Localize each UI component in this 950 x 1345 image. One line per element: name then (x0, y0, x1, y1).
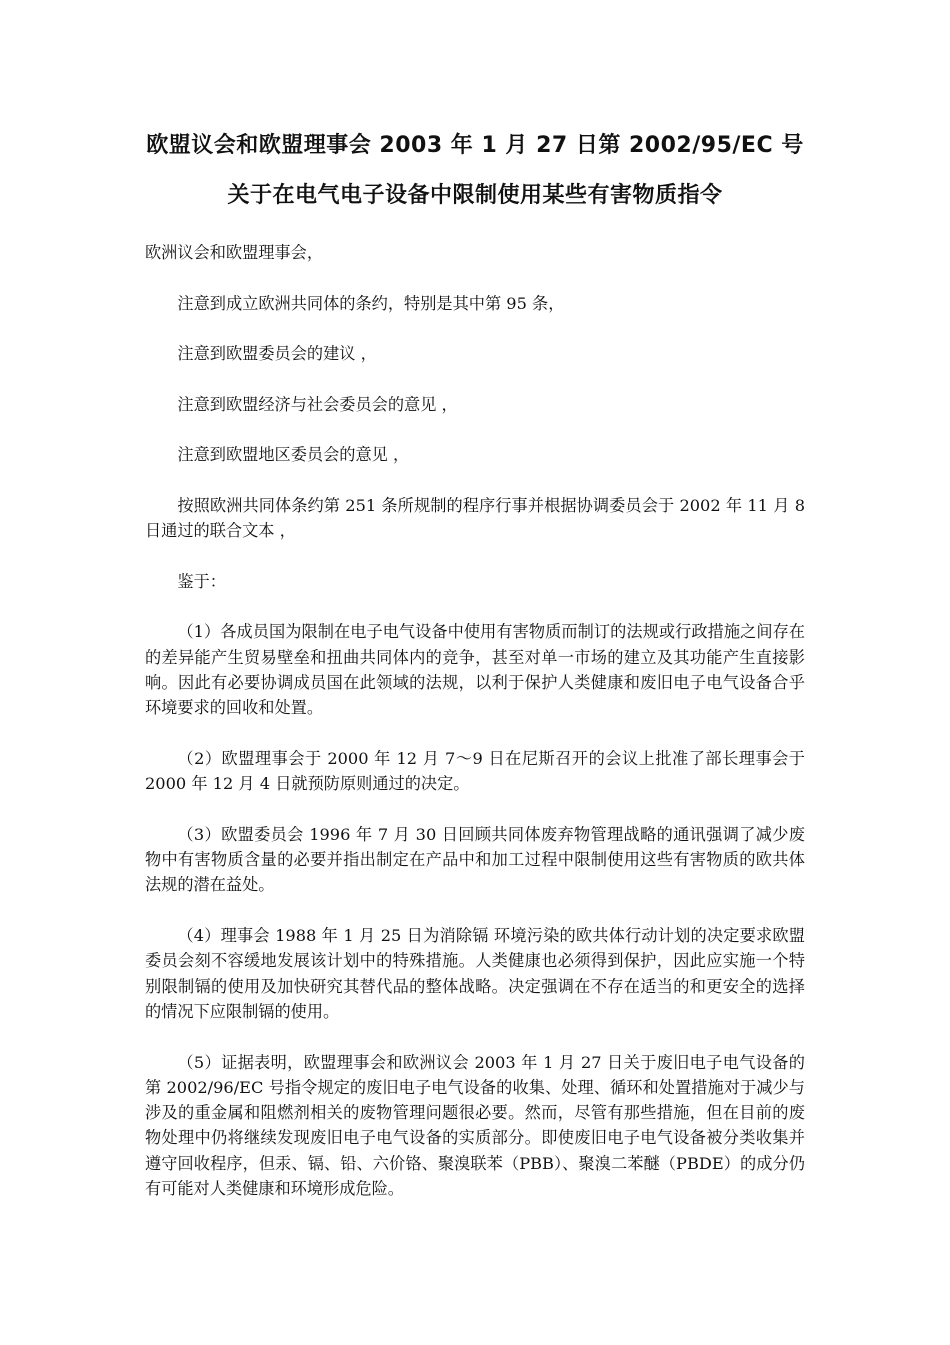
opening-line: 欧洲议会和欧盟理事会， (145, 243, 324, 262)
recital-3: （3）欧盟委员会 1996 年 7 月 30 日回顾共同体废弃物管理战略的通讯强调了减少废物中有害物质含量的必要并指出制定在产品中和加工过程中限制使用这些有害物质的欧共体法规的潜在益处。 (145, 824, 805, 895)
recital-1: （1）各成员国为限制在电子电气设备中使用有害物质而制订的法规或行政措施之间存在的差异能产生贸易壁垒和扭曲共同体内的竞争，甚至对单一市场的建立及其功能产生直接影响。因此有必要协调成员国在此领域的法规，以利于保护人类健康和废旧电子电气设备合乎环境要求的回收和处置。 (145, 622, 805, 718)
paragraph-treaty: 注意到成立欧洲共同体的条约，特别是其中第 95 条， (177, 293, 565, 313)
paragraph-esc-opinion: 注意到欧盟经济与社会委员会的意见 ， (177, 394, 458, 414)
paragraph-whereas: 鉴于： (177, 571, 226, 591)
document-title-line-2: 关于在电气电子设备中限制使用某些有害物质指令 (227, 183, 723, 208)
paragraph-regions-opinion: 注意到欧盟地区委员会的意见 ， (177, 445, 410, 465)
document-body (145, 240, 805, 1227)
recital-4: （4）理事会 1988 年 1 月 25 日为消除镉 环境污染的欧共体行动计划的决定要求欧盟委员会刻不容缓地发展该计划中的特殊措施。人类健康也必须得到保护，因此应实施一个特别限制镉的使用及加快研究其替代品的整体战略。决定强调在不存在适当的和更安全的选择的情况下应限制镉的使用。 (145, 926, 805, 1021)
paragraph-commission-proposal: 注意到欧盟委员会的建议 ， (177, 344, 377, 364)
recital-2: （2）欧盟理事会于 2000 年 12 月 7～9 日在尼斯召开的会议上批准了部长理事会于 2000 年 12 月 4 日就预防原则通过的决定。 (145, 748, 805, 794)
document-title-line-1: 欧盟议会和欧盟理事会 2003 年 1 月 27 日第 2002/95/EC 号 (146, 133, 804, 158)
paragraph-procedure: 按照欧洲共同体条约第 251 条所规制的程序行事并根据协调委员会于 2002 年 11 月 8 日通过的联合文本 ， (145, 495, 805, 541)
recital-5: （5）证据表明，欧盟理事会和欧洲议会 2003 年 1 月 27 日关于废旧电子电气设备的第 2002/96/EC 号指令规定的废旧电子电气设备的收集、处理、循环和处置措施对于减少与涉及的重金属和阻燃剂相关的废物管理问题很必要。然而，尽管有那些措施，但在目前的废物处理中仍将继续发现废旧电子电气设备的实质部分。即使废旧电子电气设备被分类收集并遵守回收程序，但汞、镉、铅、六价铬、聚溴联苯（PBB）、聚溴二苯醚（PBDE）的成分仍有可能对人类健康和环境形成危险。 (145, 1052, 805, 1198)
